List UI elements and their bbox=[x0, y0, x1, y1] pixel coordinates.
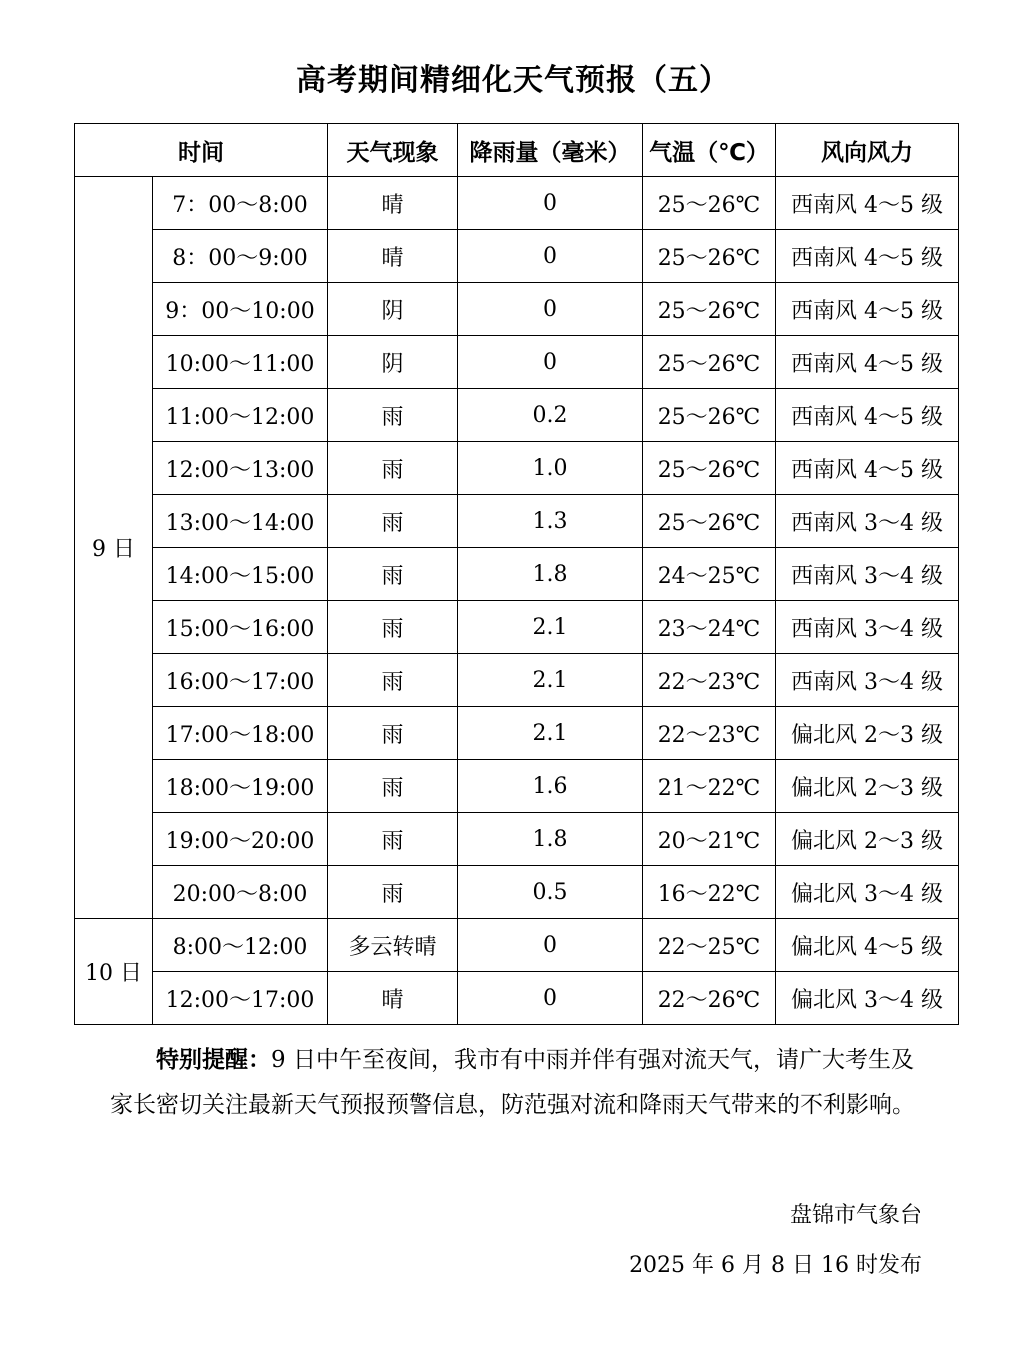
table-row bbox=[75, 601, 959, 654]
issue-date: 2025 年 6 月 8 日 16 时发布 bbox=[629, 1253, 922, 1278]
time-cell: 8:00～12:00 bbox=[153, 919, 328, 972]
temperature-cell: 16～22℃ bbox=[643, 866, 776, 919]
wind-cell: 西南风 4～5 级 bbox=[776, 336, 959, 389]
wind-cell: 西南风 4～5 级 bbox=[776, 177, 959, 230]
rainfall-cell: 0 bbox=[458, 919, 643, 972]
weather-cell: 雨 bbox=[328, 495, 458, 548]
wind-cell: 西南风 4～5 级 bbox=[776, 442, 959, 495]
temperature-cell: 22～23℃ bbox=[643, 654, 776, 707]
forecast-body bbox=[75, 177, 959, 1025]
rainfall-cell: 0.2 bbox=[458, 389, 643, 442]
header-temperature: 气温（℃） bbox=[643, 124, 776, 177]
temperature-cell: 25～26℃ bbox=[643, 177, 776, 230]
rainfall-cell: 2.1 bbox=[458, 601, 643, 654]
table-row bbox=[75, 813, 959, 866]
wind-cell: 西南风 3～4 级 bbox=[776, 495, 959, 548]
temperature-cell: 25～26℃ bbox=[643, 336, 776, 389]
time-cell: 12:00～13:00 bbox=[153, 442, 328, 495]
table-row bbox=[75, 283, 959, 336]
weather-cell: 雨 bbox=[328, 654, 458, 707]
rainfall-cell: 0 bbox=[458, 336, 643, 389]
wind-cell: 偏北风 4～5 级 bbox=[776, 919, 959, 972]
rainfall-cell: 1.8 bbox=[458, 548, 643, 601]
table-row bbox=[75, 230, 959, 283]
table-row bbox=[75, 919, 959, 972]
time-cell: 7：00～8:00 bbox=[153, 177, 328, 230]
wind-cell: 偏北风 2～3 级 bbox=[776, 707, 959, 760]
weather-cell: 晴 bbox=[328, 972, 458, 1025]
issuing-agency: 盘锦市气象台 bbox=[789, 1203, 922, 1228]
wind-cell: 偏北风 3～4 级 bbox=[776, 972, 959, 1025]
weather-cell: 雨 bbox=[328, 760, 458, 813]
weather-cell: 雨 bbox=[328, 707, 458, 760]
header-time: 时间 bbox=[75, 124, 328, 177]
temperature-cell: 25～26℃ bbox=[643, 442, 776, 495]
table-row bbox=[75, 760, 959, 813]
time-cell: 15:00～16:00 bbox=[153, 601, 328, 654]
reminder-paragraph bbox=[110, 1038, 930, 1128]
table-row bbox=[75, 972, 959, 1025]
temperature-cell: 24～25℃ bbox=[643, 548, 776, 601]
time-cell: 9：00～10:00 bbox=[153, 283, 328, 336]
time-cell: 17:00～18:00 bbox=[153, 707, 328, 760]
wind-cell: 西南风 4～5 级 bbox=[776, 283, 959, 336]
rainfall-cell: 1.6 bbox=[458, 760, 643, 813]
table-row bbox=[75, 866, 959, 919]
table-row bbox=[75, 707, 959, 760]
rainfall-cell: 1.8 bbox=[458, 813, 643, 866]
reminder-text: 9 日中午至夜间，我市有中雨并伴有强对流天气，请广大考生及家长密切关注最新天气预报预警信息，防范强对流和降雨天气带来的不利影响。 bbox=[110, 1047, 915, 1118]
temperature-cell: 22～26℃ bbox=[643, 972, 776, 1025]
weather-cell: 雨 bbox=[328, 389, 458, 442]
table-row bbox=[75, 442, 959, 495]
time-cell: 19:00～20:00 bbox=[153, 813, 328, 866]
reminder-lead: 特别提醒： bbox=[156, 1047, 271, 1073]
temperature-cell: 22～25℃ bbox=[643, 919, 776, 972]
weather-cell: 阴 bbox=[328, 283, 458, 336]
rainfall-cell: 2.1 bbox=[458, 707, 643, 760]
rainfall-cell: 1.0 bbox=[458, 442, 643, 495]
rainfall-cell: 0 bbox=[458, 230, 643, 283]
temperature-cell: 25～26℃ bbox=[643, 389, 776, 442]
temperature-cell: 23～24℃ bbox=[643, 601, 776, 654]
wind-cell: 西南风 4～5 级 bbox=[776, 389, 959, 442]
time-cell: 16:00～17:00 bbox=[153, 654, 328, 707]
weather-cell: 雨 bbox=[328, 866, 458, 919]
rainfall-cell: 0 bbox=[458, 972, 643, 1025]
time-cell: 12:00～17:00 bbox=[153, 972, 328, 1025]
rainfall-cell: 2.1 bbox=[458, 654, 643, 707]
weather-cell: 阴 bbox=[328, 336, 458, 389]
time-cell: 11:00～12:00 bbox=[153, 389, 328, 442]
wind-cell: 偏北风 2～3 级 bbox=[776, 813, 959, 866]
time-cell: 18:00～19:00 bbox=[153, 760, 328, 813]
temperature-cell: 20～21℃ bbox=[643, 813, 776, 866]
rainfall-cell: 0.5 bbox=[458, 866, 643, 919]
weather-cell: 晴 bbox=[328, 177, 458, 230]
day-cell: 9 日 bbox=[75, 177, 153, 919]
temperature-cell: 25～26℃ bbox=[643, 495, 776, 548]
temperature-cell: 21～22℃ bbox=[643, 760, 776, 813]
weather-cell: 雨 bbox=[328, 442, 458, 495]
weather-cell: 雨 bbox=[328, 813, 458, 866]
temperature-cell: 25～26℃ bbox=[643, 230, 776, 283]
temperature-cell: 25～26℃ bbox=[643, 283, 776, 336]
header-rainfall: 降雨量（毫米） bbox=[458, 124, 643, 177]
temperature-cell: 22～23℃ bbox=[643, 707, 776, 760]
wind-cell: 偏北风 3～4 级 bbox=[776, 866, 959, 919]
header-row bbox=[75, 124, 959, 177]
weather-cell: 多云转晴 bbox=[328, 919, 458, 972]
rainfall-cell: 0 bbox=[458, 283, 643, 336]
wind-cell: 西南风 3～4 级 bbox=[776, 548, 959, 601]
time-cell: 8：00～9:00 bbox=[153, 230, 328, 283]
table-row bbox=[75, 177, 959, 230]
time-cell: 10:00～11:00 bbox=[153, 336, 328, 389]
weather-cell: 雨 bbox=[328, 548, 458, 601]
time-cell: 14:00～15:00 bbox=[153, 548, 328, 601]
table-row bbox=[75, 336, 959, 389]
day-cell: 10 日 bbox=[75, 919, 153, 1025]
table-row bbox=[75, 548, 959, 601]
forecast-table bbox=[74, 123, 959, 1025]
weather-cell: 晴 bbox=[328, 230, 458, 283]
page-title: 高考期间精细化天气预报（五） bbox=[296, 63, 730, 98]
header-weather: 天气现象 bbox=[328, 124, 458, 177]
header-wind: 风向风力 bbox=[776, 124, 959, 177]
rainfall-cell: 1.3 bbox=[458, 495, 643, 548]
time-cell: 13:00～14:00 bbox=[153, 495, 328, 548]
wind-cell: 西南风 3～4 级 bbox=[776, 654, 959, 707]
table-row bbox=[75, 389, 959, 442]
wind-cell: 偏北风 2～3 级 bbox=[776, 760, 959, 813]
table-row bbox=[75, 654, 959, 707]
rainfall-cell: 0 bbox=[458, 177, 643, 230]
wind-cell: 西南风 4～5 级 bbox=[776, 230, 959, 283]
wind-cell: 西南风 3～4 级 bbox=[776, 601, 959, 654]
table-row bbox=[75, 495, 959, 548]
weather-cell: 雨 bbox=[328, 601, 458, 654]
time-cell: 20:00～8:00 bbox=[153, 866, 328, 919]
